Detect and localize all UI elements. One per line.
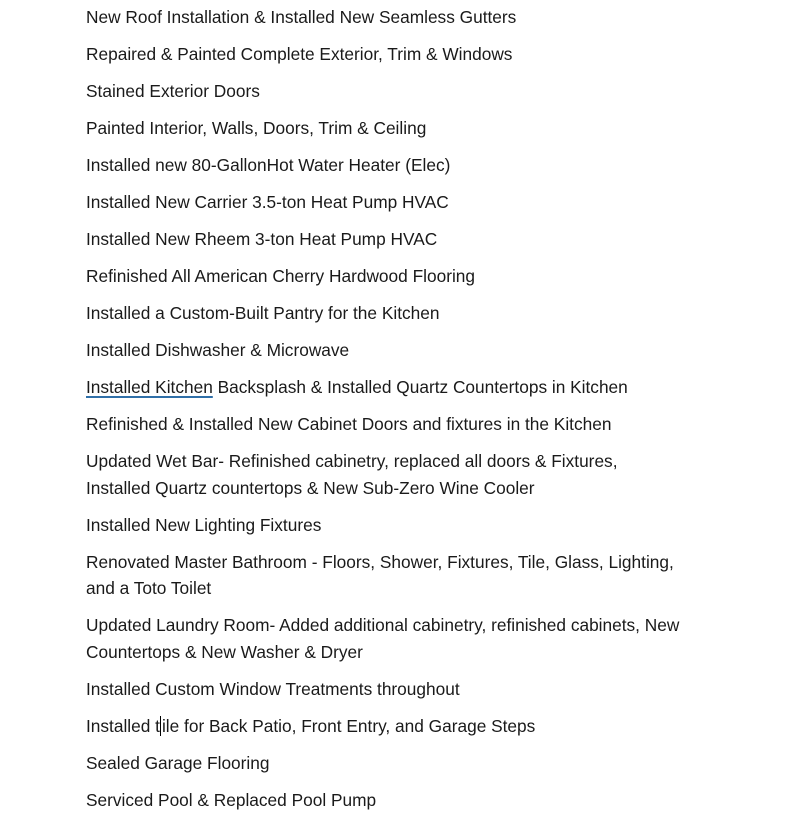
list-item: Refinished & Installed New Cabinet Doors and fixtures in the Kitchen: [86, 414, 612, 434]
list-item: Painted Interior, Walls, Doors, Trim & Ceiling: [86, 118, 427, 138]
list-item: Repaired & Painted Complete Exterior, Trim & Windows: [86, 44, 513, 64]
list-item: Installed new 80-GallonHot Water Heater (Elec): [86, 155, 451, 175]
list-item: New Roof Installation & Installed New Seamless Gutters: [86, 7, 517, 27]
list-item: Refinished All American Cherry Hardwood Flooring: [86, 266, 476, 286]
list-item: [86, 713, 706, 740]
text-cursor: [160, 716, 161, 736]
list-item: Installed New Lighting Fixtures: [86, 514, 322, 535]
list-item-text: Backsplash & Installed Quartz Countertops in Kitchen: [212, 377, 628, 397]
list-item: Installed Custom Window Treatments throughout: [86, 678, 460, 699]
list-item: [86, 374, 706, 401]
list-item-text: ile for Back Patio, Front Entry, and Garage Steps: [161, 715, 536, 736]
document-body: [86, 4, 706, 824]
list-item: Updated Laundry Room- Added additional cabinetry, refinished cabinets, New Countertops & New Washer & Dryer: [86, 615, 680, 662]
list-item: Installed New Rheem 3-ton Heat Pump HVAC: [86, 229, 438, 249]
list-item: Installed Dishwasher & Microwave: [86, 340, 350, 360]
list-item: Renovated Master Bathroom - Floors, Shower, Fixtures, Tile, Glass, Lighting, and a Toto Toilet: [86, 551, 674, 598]
list-item: Serviced Pool & Replaced Pool Pump: [86, 789, 377, 810]
list-item: Stained Exterior Doors: [86, 81, 260, 101]
list-item: Updated Wet Bar- Refinished cabinetry, replaced all doors & Fixtures, Installed Quartz countertops & New Sub-Zero Wine Cooler: [86, 451, 618, 498]
list-item: Sealed Garage Flooring: [86, 752, 270, 773]
list-item-text: Installed t: [86, 715, 160, 736]
list-item: Installed New Carrier 3.5-ton Heat Pump HVAC: [86, 192, 449, 212]
spelling-flagged-text[interactable]: Installed Kitchen: [86, 377, 213, 397]
list-item: Installed a Custom-Built Pantry for the Kitchen: [86, 303, 440, 323]
